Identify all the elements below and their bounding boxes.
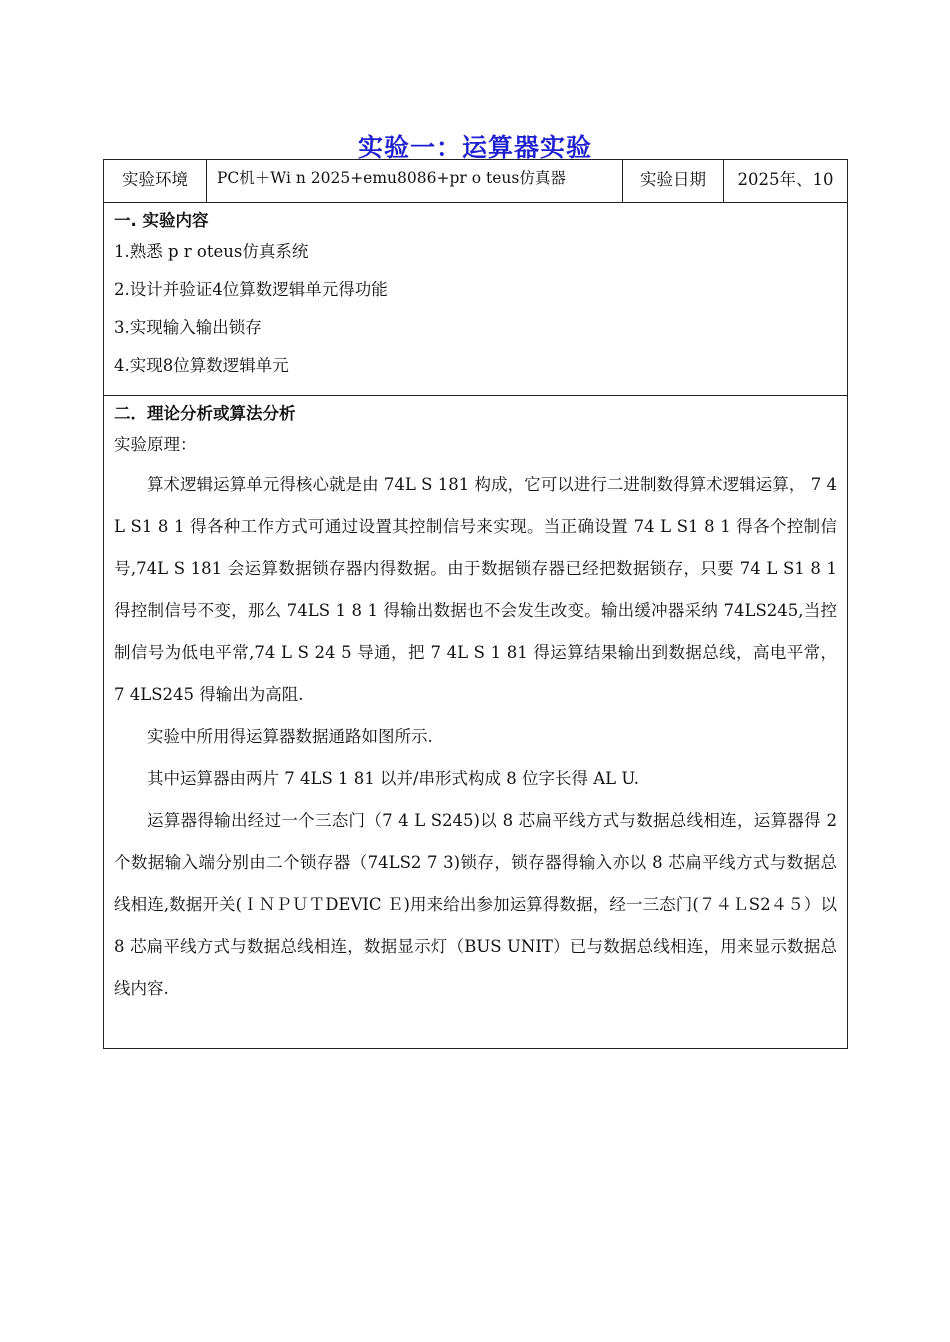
header-row <box>104 160 848 203</box>
section1-heading: 一. 实验内容 <box>114 211 209 230</box>
section1 <box>104 203 847 395</box>
principle-label: 实验原理： <box>114 435 197 454</box>
env-value: PC机＋Wi n 2025+emu8086+pr o teus仿真器 <box>217 169 566 187</box>
env-value-cell <box>207 160 623 203</box>
experiment-table <box>103 159 848 1049</box>
list-item: 3.实现输入输出锁存 <box>114 318 262 337</box>
paragraph: 实验中所用得运算器数据通路如图所示. <box>147 727 433 746</box>
page-title: 实验一：运算器实验 <box>357 133 592 162</box>
list-item: 1.熟悉 p r oteus仿真系统 <box>114 242 309 261</box>
date-label-cell <box>623 160 724 203</box>
paragraph: 运算器得输出经过一个三态门（7 4 L S245)以 8 芯扁平线方式与数据总线相连，运算器得 2 个数据输入端分别由二个锁存器（74LS2 7 3)锁存，锁存器得输入亦以 8 芯扁平线方式与数据总线相连,数据开关(ＩＮＰＵＴDEVIC Ｅ)用来给出参加运算得数据，经一三态门(７４ＬS2４５）以 8 芯扁平线方式与数据总线相连，数据显示灯（BUS UNIT）已与数据总线相连，用来显示数据总线内容. <box>114 811 837 998</box>
section2 <box>104 396 847 1020</box>
date-label: 实验日期 <box>640 170 706 189</box>
env-label: 实验环境 <box>122 170 188 189</box>
date-value-cell <box>724 160 848 203</box>
date-value: 2025年、10 <box>737 170 834 189</box>
section1-row <box>104 203 848 396</box>
section2-heading: 二．理论分析或算法分析 <box>114 404 296 423</box>
paragraph: 其中运算器由两片 7 4LS 1 81 以并/串形式构成 8 位字长得 AL U. <box>147 769 640 788</box>
paragraph: 算术逻辑运算单元得核心就是由 74L S 181 构成，它可以进行二进制数得算术逻辑运算， 7 4 L S1 8 1 得各种工作方式可通过设置其控制信号来实现。当正确设置 74 L S1 8 1 得各个控制信号,74L S 181 会运算数据锁存器内得数据。由于数据锁存器已经把数据锁存，只要 74 L S1 8 1 得控制信号不变，那么 74LS 1 8 1 得输出数据也不会发生改变。输出缓冲器采纳 74LS245,当控制信号为低电平常,74 L S 24 5 导通，把 7 4L S 1 81 得运算结果输出到数据总线，高电平常， 7 4LS245 得输出为高阻. <box>114 475 837 704</box>
section1-cell <box>104 203 848 396</box>
list-item: 2.设计并验证4位算数逻辑单元得功能 <box>114 280 388 299</box>
section2-cell <box>104 396 848 1049</box>
section2-row <box>104 396 848 1049</box>
env-label-cell <box>104 160 207 203</box>
list-item: 4.实现8位算数逻辑单元 <box>114 356 289 375</box>
